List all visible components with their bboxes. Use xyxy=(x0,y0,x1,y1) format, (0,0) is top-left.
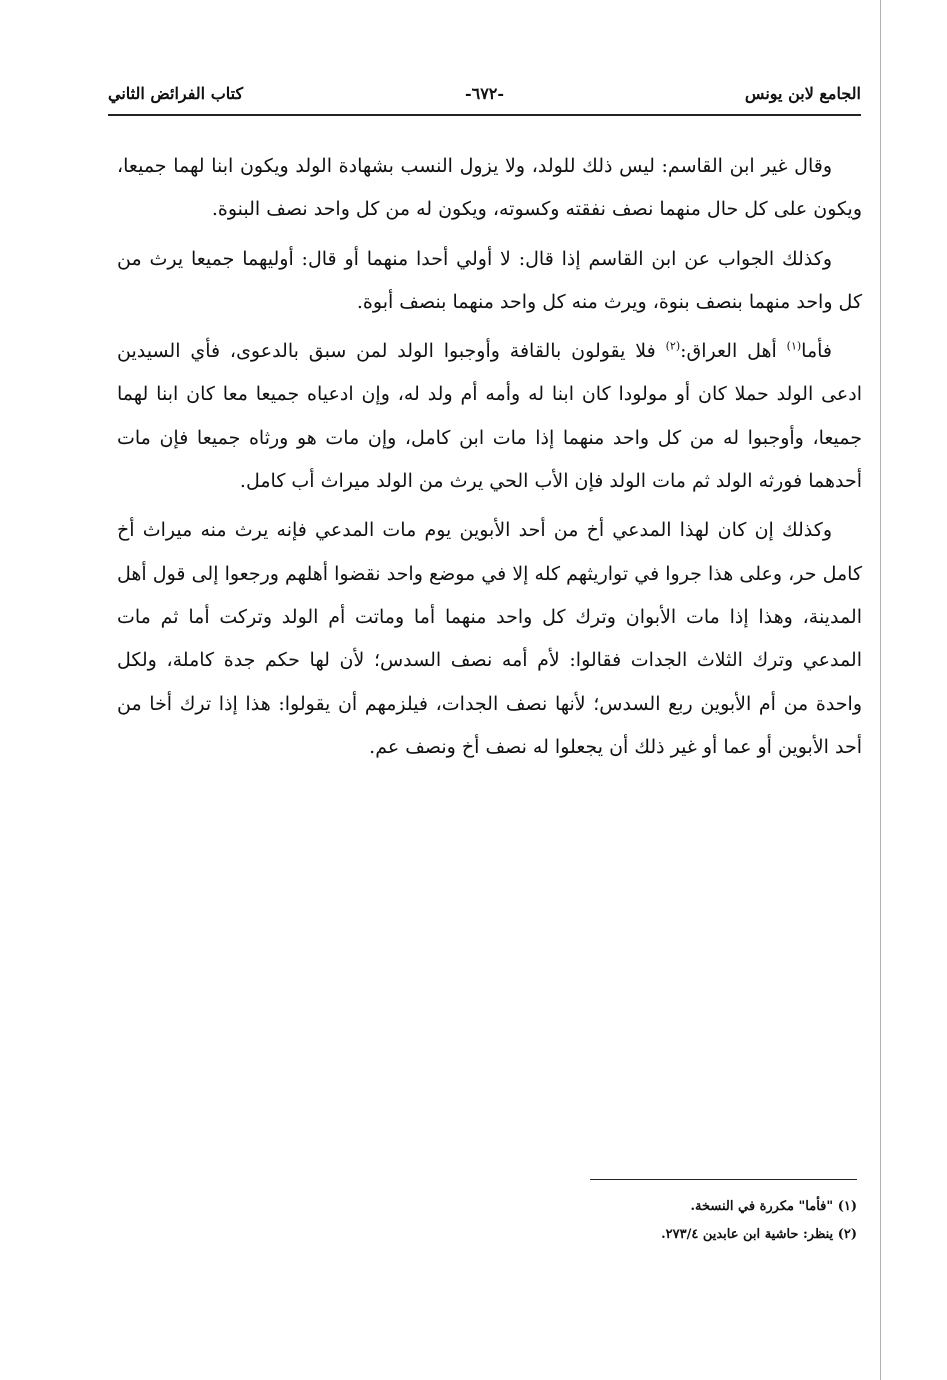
header-rule xyxy=(108,114,861,116)
page-number: -٦٧٢- xyxy=(464,84,505,103)
footnotes xyxy=(440,1193,857,1249)
paragraph-2: وكذلك الجواب عن ابن القاسم إذا قال: لا أولي أحدا منهما أو قال: أوليهما جميعا يرث من كل واحد منهما بنصف بنوة، ويرث منه كل واحد منهما بنصف أبوة. xyxy=(117,247,862,313)
paragraph-3-lead: فأما xyxy=(801,340,833,363)
paragraph-3-mid: أهل العراق: xyxy=(680,340,787,363)
footnote-ref-2[interactable]: (٢) xyxy=(665,339,681,353)
footnote-2: (٢) ينظر: حاشية ابن عابدين ٢٧٣/٤. xyxy=(661,1227,857,1242)
footnote-separator xyxy=(590,1179,857,1180)
paragraph-4: وكذلك إن كان لهذا المدعي أخ من أحد الأبوين يوم مات المدعي فإنه يرث منه ميراث أخ كامل حر، وعلى هذا جروا في تواريثهم كله إلا في موضع واحد نقضوا أهلهم ورجعوا إلى قول أهل المدينة، وهذا إذا مات الأبوان وترك كل واحد منهما أما وماتت أم الولد وتركت أما ثم مات المدعي وترك الثلاث الجدات فقالوا: لأم أمه نصف السدس؛ لأن لها حكم جدة كاملة، ولكل واحدة من أم الأبوين ربع السدس؛ لأنها نصف الجدات، فيلزمهم أن يقولوا: هذا إذا ترك أخا من أحد الأبوين أو عما أو غير ذلك أن يجعلوا له نصف أخ ونصف عم. xyxy=(117,519,862,758)
footnote-ref-1[interactable]: (١) xyxy=(786,339,802,353)
paragraph-3 xyxy=(117,330,862,503)
paragraph-3-rest: فلا يقولون بالقافة وأوجبوا الولد لمن سبق بالدعوى، فأي السيدين ادعى الولد حملا كان أو مولودا كان ابنا له وأمه أم ولد له، وإن ادعياه جميعا معا كان ابنا لهما جميعا، وأوجبوا له من كل واحد منهما إذا مات ابن كامل، وإن مات هو ورثاه جميعا فإن مات أحدهما فورثه الولد ثم مات الولد فإن الأب الحي يرث من الولد ميراث أب كامل. xyxy=(117,340,862,493)
running-header xyxy=(108,84,861,114)
paragraph-1: وقال غير ابن القاسم: ليس ذلك للولد، ولا يزول النسب بشهادة الولد ويكون ابنا لهما جميعا، ويكون على كل حال منهما نصف نفقته وكسوته، ويكون له من كل واحد نصف البنوة. xyxy=(117,155,862,221)
footnote-1: (١) "فأما" مكررة في النسخة. xyxy=(690,1199,857,1214)
header-book-title: الجامع لابن يونس xyxy=(744,84,861,103)
page-edge-line xyxy=(880,0,881,1380)
header-chapter-title: كتاب الفرائض الثاني xyxy=(108,84,244,103)
main-text xyxy=(117,145,862,769)
